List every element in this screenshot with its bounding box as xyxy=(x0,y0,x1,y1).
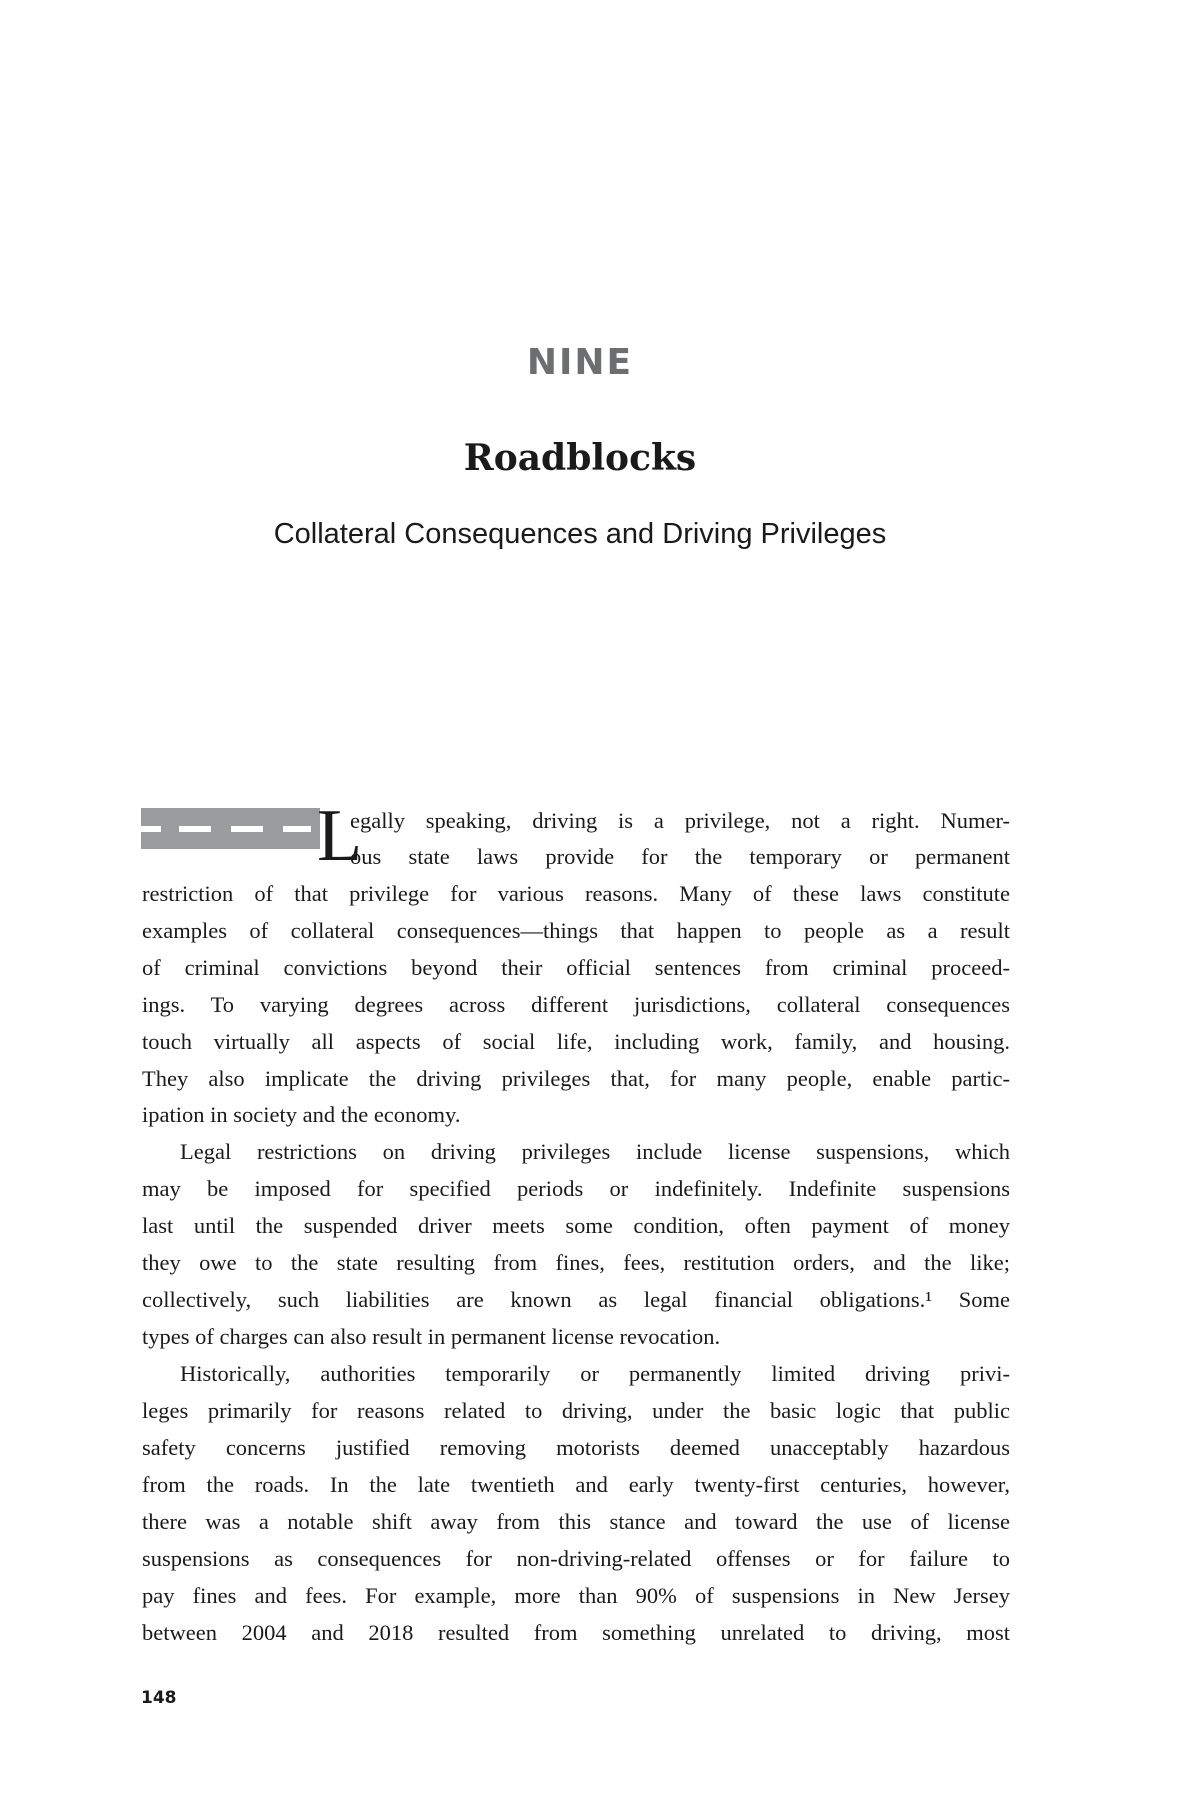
body-line: suspensions as consequences for non-driving-related offenses or for failure to xyxy=(142,1546,1010,1571)
body-line: safety concerns justified removing motorists deemed unacceptably hazardous xyxy=(142,1435,1010,1460)
body-line: pay fines and fees. For example, more than 90% of suspensions in New Jersey xyxy=(142,1583,1010,1608)
chapter-subtitle: Collateral Consequences and Driving Privileges xyxy=(273,518,887,550)
body-line: there was a notable shift away from this stance and toward the use of license xyxy=(142,1509,1010,1534)
body-line: last until the suspended driver meets some condition, often payment of money xyxy=(142,1213,1010,1238)
drop-cap: L xyxy=(317,795,363,877)
body-line: Historically, authorities temporarily or permanently limited driving privi- xyxy=(180,1361,1010,1386)
body-line: restriction of that privilege for various reasons. Many of these laws constitute xyxy=(142,881,1010,906)
body-line: They also implicate the driving privileges that, for many people, enable partic- xyxy=(142,1066,1010,1091)
body-line: they owe to the state resulting from fines, fees, restitution orders, and the like; xyxy=(142,1250,1010,1275)
body-line: touch virtually all aspects of social life, including work, family, and housing. xyxy=(142,1029,1010,1054)
body-line: types of charges can also result in permanent license revocation. xyxy=(142,1324,721,1349)
body-line: ous state laws provide for the temporary or permanent xyxy=(350,844,1010,869)
road-lane-icon xyxy=(141,808,320,849)
body-line: ipation in society and the economy. xyxy=(142,1102,461,1127)
body-line: egally speaking, driving is a privilege, not a right. Numer- xyxy=(350,808,1010,833)
body-line: between 2004 and 2018 resulted from something unrelated to driving, most xyxy=(142,1620,1010,1645)
chapter-title: Roadblocks xyxy=(463,437,697,479)
body-line: collectively, such liabilities are known as legal financial obligations.¹ Some xyxy=(142,1287,1010,1312)
page-number: 148 xyxy=(141,1688,177,1708)
body-line: may be imposed for specified periods or indefinitely. Indefinite suspensions xyxy=(142,1176,1010,1201)
body-line: ings. To varying degrees across different jurisdictions, collateral consequences xyxy=(142,992,1010,1017)
body-line: leges primarily for reasons related to driving, under the basic logic that public xyxy=(142,1398,1010,1423)
chapter-number: NINE xyxy=(526,342,634,383)
body-line: examples of collateral consequences—things that happen to people as a result xyxy=(142,918,1010,943)
body-line: Legal restrictions on driving privileges include license suspensions, which xyxy=(180,1139,1010,1164)
body-line: of criminal convictions beyond their official sentences from criminal proceed- xyxy=(142,955,1010,980)
body-line: from the roads. In the late twentieth and early twenty-first centuries, however, xyxy=(142,1472,1010,1497)
